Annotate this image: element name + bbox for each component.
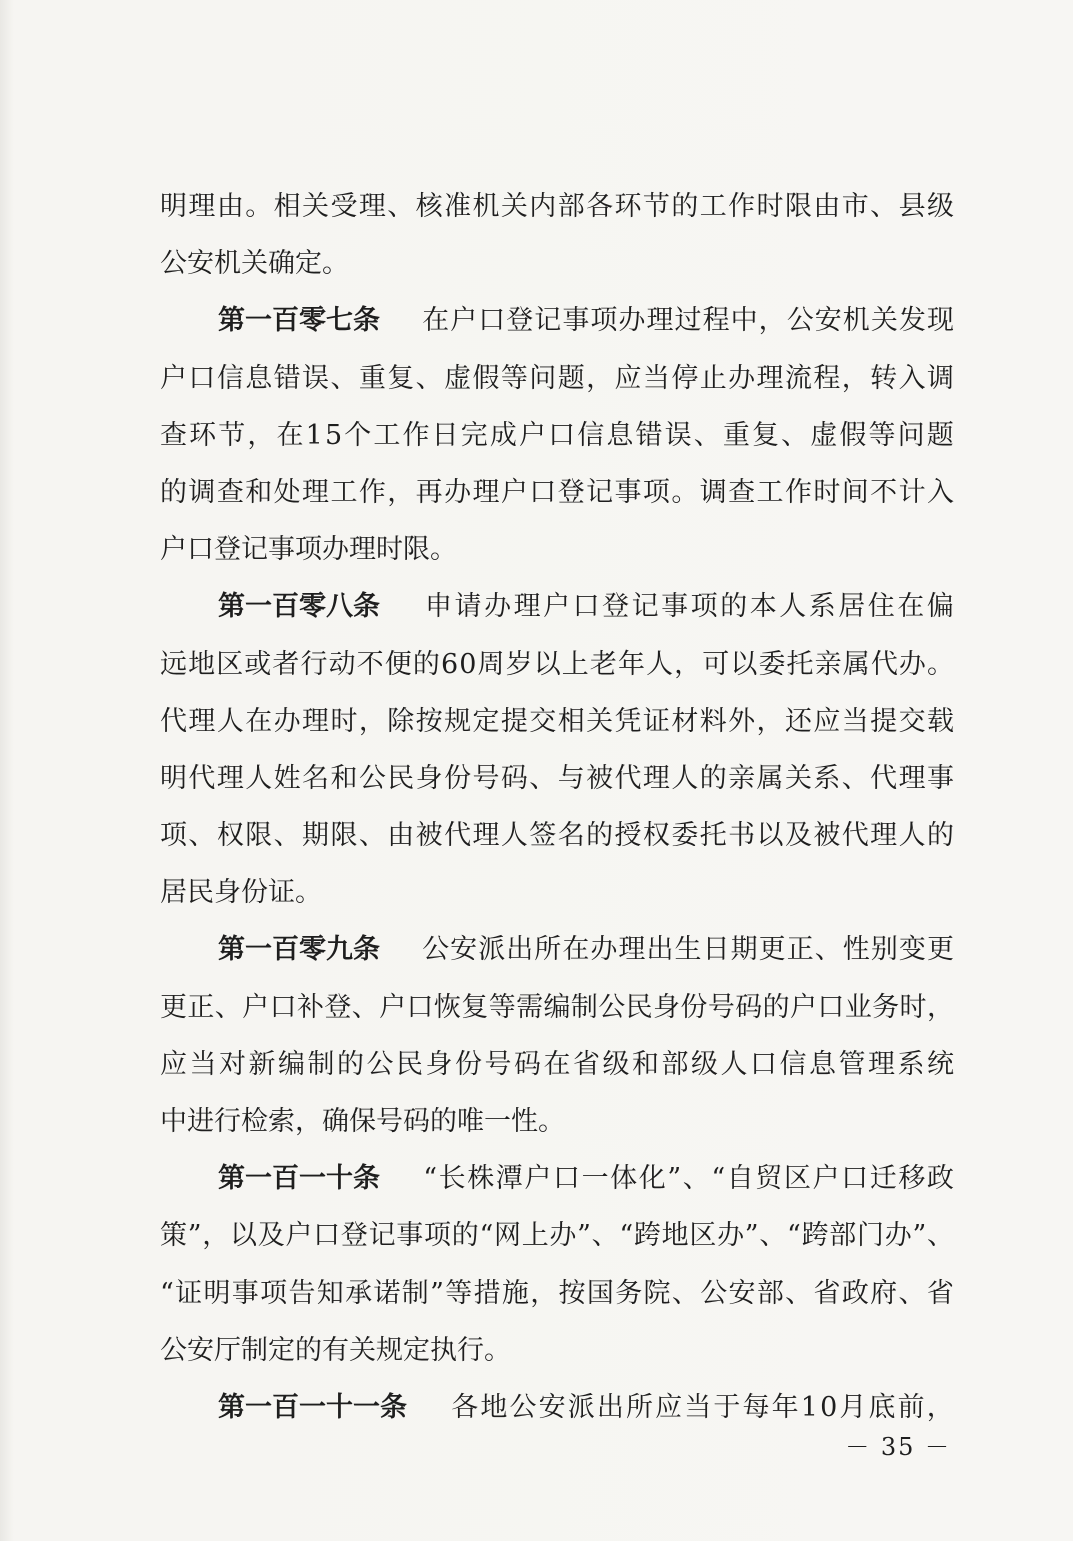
text-line: 策 ” ， 以 及 户 口 登 记 事 项 的 “ 网 上 办 ” 、 “ 跨 地 区 办 ” 、 “ 跨 部 门 办 ” 、 [160, 1220, 954, 1252]
text-line: 远 地 区 或 者 行 动 不 便 的 6 0 周 岁 以 上 老 年 人 ， 可 以 委 托 亲 属 代 办 。 [160, 648, 954, 680]
text-line: 更 正 、 户 口 补 登 、 户 口 恢 复 等 需 编 制 公 民 身 份 号 码 的 户 口 业 务 时 ， [160, 991, 954, 1023]
text-line: 居 民 身 份 证 。 [160, 877, 322, 909]
text-line: 项 、 权 限 、 期 限 、 由 被 代 理 人 签 名 的 授 权 委 托 书 以 及 被 代 理 人 的 [160, 820, 954, 852]
article-heading-line: 第一百一十条 “ 长 株 潭 户 口 一 体 化 ” 、 “ 自 贸 区 户 口 迁 移 政 [160, 1150, 954, 1207]
text-line: “ 证 明 事 项 告 知 承 诺 制 ” 等 措 施 ， 按 国 务 院 、 公 安 部 、 省 政 府 、 省 [160, 1277, 954, 1309]
article-number: 第一百一十条 [218, 1163, 380, 1195]
article-number: 第一百零八条 [218, 591, 380, 623]
article-heading-line: 第一百零八条 申 请 办 理 户 口 登 记 事 项 的 本 人 系 居 住 在 偏 [160, 578, 954, 635]
text-line: 的 调 查 和 处 理 工 作 ， 再 办 理 户 口 登 记 事 项 。 调 查 工 作 时 间 不 计 入 [160, 476, 954, 508]
body-text [160, 178, 954, 1436]
article-heading-line: 第一百零九条 公 安 派 出 所 在 办 理 出 生 日 期 更 正 、 性 别 变 更 [160, 921, 954, 978]
page-number: － 35 － [845, 1433, 951, 1461]
text-line: 公 安 厅 制 定 的 有 关 规 定 执 行 。 [160, 1334, 511, 1366]
text-line: 中 进 行 检 索 ， 确 保 号 码 的 唯 一 性 。 [160, 1106, 565, 1137]
article-number: 第一百一十一条 [218, 1391, 407, 1423]
text-line: 户 口 信 息 错 误 、 重 复 、 虚 假 等 问 题 ， 应 当 停 止 办 理 流 程 ， 转 入 调 [160, 362, 954, 394]
article-heading-line: 第一百一十一条 各 地 公 安 派 出 所 应 当 于 每 年 1 0 月 底 前 ， [160, 1379, 954, 1436]
text-line: 明 代 理 人 姓 名 和 公 民 身 份 号 码 、 与 被 代 理 人 的 亲 属 关 系 、 代 理 事 [160, 762, 954, 794]
article-number: 第一百零九条 [218, 934, 380, 966]
text-line: 查 环 节 ， 在 1 5 个 工 作 日 完 成 户 口 信 息 错 误 、 重 复 、 虚 假 等 问 题 [160, 419, 954, 451]
text-line: 公 安 机 关 确 定 。 [160, 248, 349, 280]
text-line: 代 理 人 在 办 理 时 ， 除 按 规 定 提 交 相 关 凭 证 材 料 外 ， 还 应 当 提 交 载 [160, 705, 954, 737]
text-line: 户 口 登 记 事 项 办 理 时 限 。 [160, 534, 457, 566]
text-line: 明 理 由 。 相 关 受 理 、 核 准 机 关 内 部 各 环 节 的 工 作 时 限 由 市 、 县 级 [160, 191, 954, 222]
article-number: 第一百零七条 [218, 305, 380, 337]
article-heading-line: 第一百零七条 在 户 口 登 记 事 项 办 理 过 程 中 ， 公 安 机 关 发 现 [160, 292, 954, 349]
text-line: 应 当 对 新 编 制 的 公 民 身 份 号 码 在 省 级 和 部 级 人 口 信 息 管 理 系 统 [160, 1048, 954, 1080]
